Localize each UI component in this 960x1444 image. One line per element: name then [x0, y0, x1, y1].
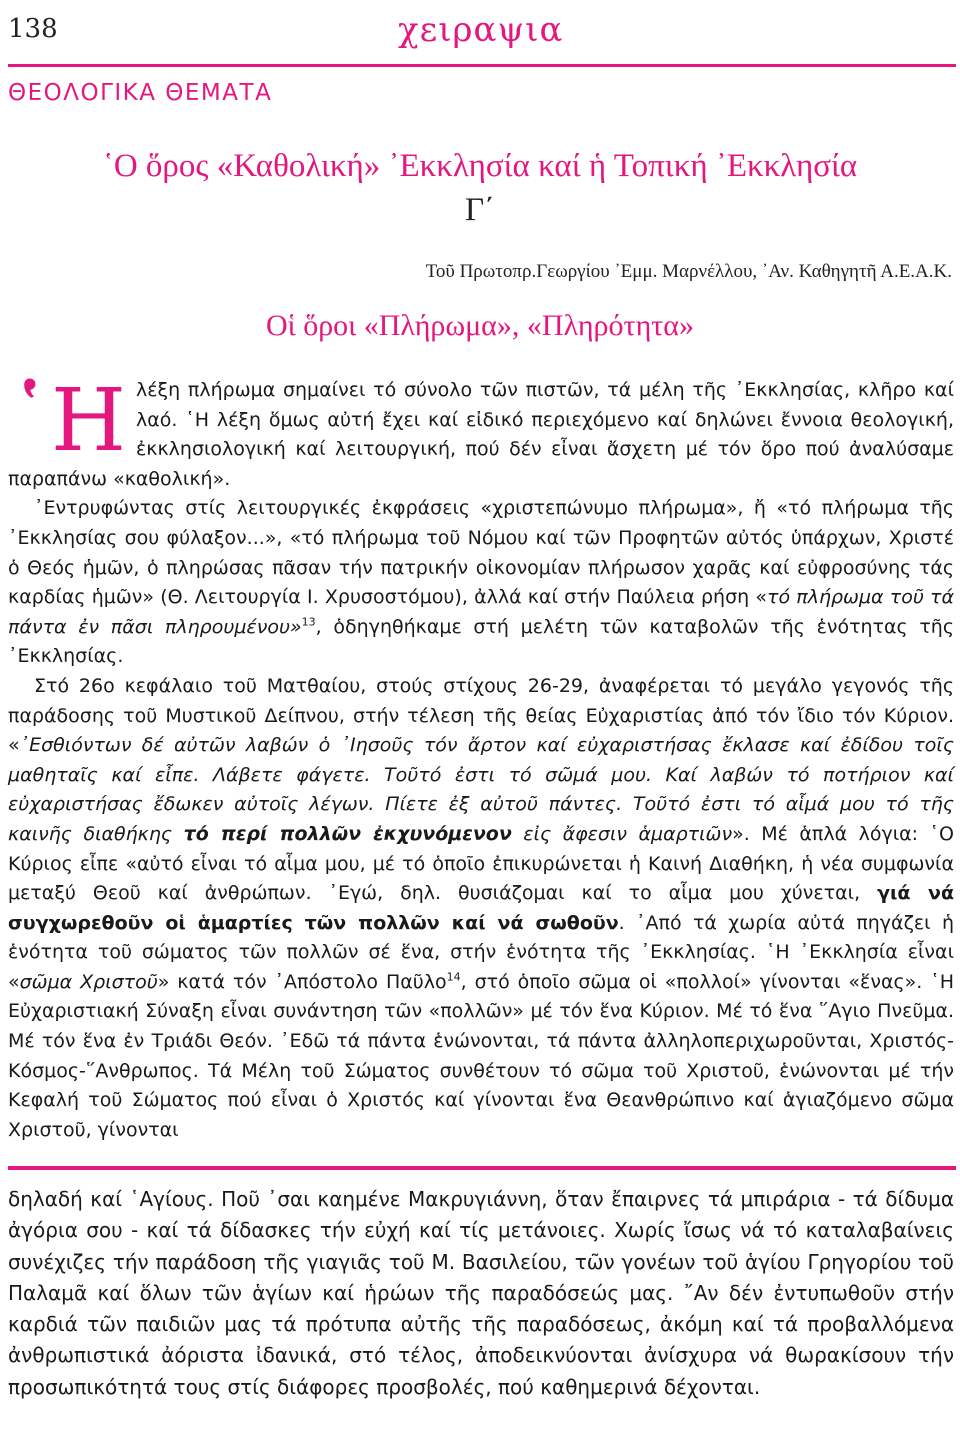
gospel-quote-end: εἰς ἄφεσιν ἁμαρτιῶν — [511, 822, 733, 845]
article-body — [8, 371, 955, 1145]
body-of-christ-quote: σῶμα Χριστοῦ — [19, 970, 158, 993]
section-label: ΘΕΟΛΟΓΙΚΑ ΘΕΜΑΤΑ — [8, 80, 273, 106]
part-number: Γ΄ — [464, 192, 496, 228]
paragraph-3-paul: » κατά τόν ᾿Απόστολο Παῦλο — [157, 970, 447, 993]
gospel-quote-emphasis: τό περί πολλῶν ἐκχυνόμενον — [183, 822, 512, 845]
header-rule — [8, 64, 956, 67]
paragraph-1 — [8, 371, 954, 494]
continued-paragraph: δηλαδή καί ῾Αγίους. Ποῦ ᾽σαι καημένε Μακρυγιάννη, ὅταν ἔπαιρνες τά μπιράρια - τά δίδυμα ἀγόρια σου - καί τά δίδασκες τήν εὐχή καί τίς μετάνοιες. Χωρίς ἴσως νά τό καταλαβαίνεις συνέχιζες τήν παράδοση τῆς γιαγιᾶς τοῦ Μ. Βασιλείου, τῶν γονέων τοῦ ἁγίου Γρηγορίου τοῦ Παλαμᾶ καί ὅλων τῶν ἁγίων καί ἡρώων τῆς παραδόσεώς μας. ῎Αν δέν ἐντυπωθοῦν στήν καρδιά τῶν παιδιῶν μας τά πρότυπα αὐτῆς τῆς παραδόσεως, ἀκόμη καί τά προβαλλόμενα ἀνθρωπιστικά ἀόριστα ἰδανικά, στό τέλος, ἀποδεικνύονται ἀνίσχυρα νά θωρακίσουν τήν προσωπικότητά τους στίς διάφορες προσβολές, πού καθημερινά δέχονται. — [8, 1187, 954, 1399]
footnote-ref: 13 — [301, 615, 316, 629]
magazine-title: χειραψια — [398, 10, 564, 50]
paragraph-2 — [8, 494, 954, 672]
subtitle: Οἱ ὅροι «Πλήρωμα», «Πληρότητα» — [265, 309, 695, 342]
drop-cap: ῾Η — [8, 371, 126, 471]
page-number: 138 — [8, 14, 58, 44]
paragraph-3-text: Στό 26ο κεφάλαιο τοῦ Ματθαίου, στούς στίχους 26-29, ἀναφέρεται τό μεγάλο γεγονός τῆς παράδοσης τοῦ Μυστικοῦ Δείπνου, στήν τέλεση τῆς θείας Εὐχαριστίας ἀπό τόν ἴδιο τόν Κύριον. « — [8, 674, 954, 757]
continued-text — [8, 1184, 954, 1403]
paragraph-2-end: , ὁδηγηθήκαμε στή μελέτη τῶν καταβολῶν τῆς ἑνότητας τῆς ᾿Εκκλησίας. — [8, 615, 955, 668]
footnote-ref: 14 — [446, 970, 461, 984]
paragraph-3-unity: . ᾿Από τά χωρία αὐτά πηγάζει ἡ ἑνότητα τοῦ σώματος τῶν πολλῶν σέ ἕνα, στήν ἑνότητα τῆς ᾿Εκκλησίας. ῾Η ᾿Εκκλησία εἶναι « — [8, 911, 954, 993]
paragraph-3-end: , στό ὁποῖο σῶμα οἱ «πολλοί» γίνονται «ἕνας». ῾Η Εὐχαριστιακή Σύναξη εἶναι συνάντηση τῶν «πολλῶν» μέ τόν ἕνα Κύριον. Μέ τό ἕνα ῞Αγιο Πνεῦμα. Μέ τόν ἕνα ἐν Τριάδι Θεόν. ᾿Εδῶ τά πάντα ἑνώνονται, τά πάντα ἀλληλοπεριχωροῦνται, Χριστός-Κόσμος-῞Ανθρωπος. Τά Μέλη τοῦ Σώματος συνθέτουν τό σῶμα τοῦ Χριστοῦ, ἑνώνονται μέ τήν Κεφαλή τοῦ Σώματος πού εἶναι ὁ Χριστός καί γίνονται ἕνα Θεανθρώπινο καί ἁγιαζόμενο σῶμα Χριστοῦ, γίνονται — [8, 970, 955, 1141]
explanation-emphasis: γιά νά συγχωρεθοῦν οἱ ἁμαρτίες τῶν πολλῶν καί νά σωθοῦν — [8, 882, 954, 934]
byline: Τοῦ Πρωτοπρ.Γεωργίου ᾿Εμμ. Μαρνέλλου, ᾿Αν. Καθηγητῆ Α.Ε.Α.Κ. — [425, 261, 952, 282]
pauline-quote: τό πλήρωμα τοῦ τά πάντα ἐν πᾶσι πληρουμένου» — [8, 586, 955, 638]
article-title: ῾Ο ὅρος «Καθολική» ᾿Εκκλησία καί ἡ Τοπική ᾿Εκκλησία — [102, 148, 858, 184]
paragraph-3-explanation: ». Μέ ἁπλά λόγια: ῾Ο Κύριος εἶπε «αὐτό εἶναι τό αἷμα μου, μέ τό ὁποῖο ἐπικυρώνεται ἡ Καινή Διαθήκη, ἡ νέα συμφωνία μεταξύ Θεοῦ καί ἀνθρώπων. ᾿Εγώ, δηλ. θυσιάζομαι καί το αἷμα μου χύνεται, — [8, 822, 954, 905]
gospel-quote: ᾿Εσθιόντων δέ αὐτῶν λαβών ὁ ᾿Ιησοῦς τόν ἄρτον καί εὐχαριστήσας ἔκλασε καί ἐδίδου τοῖς μαθηταῖς καί εἶπε. Λάβετε φάγετε. Τοῦτό ἐστι τό σῶμά μου. Καί λαβών τό ποτήριον καί εὐχαριστήσας ἔδωκεν αὐτοῖς λέγων. Πίετε ἐξ αὐτοῦ πάντες. Τοῦτό ἐστι τό αἷμά μου τό τῆς καινῆς διαθήκης — [8, 734, 954, 845]
column-divider-rule — [8, 1166, 956, 1170]
paragraph-1-text: λέξη πλήρωμα σημαίνει τό σύνολο τῶν πιστῶν, τά μέλη τῆς ᾿Εκκλησίας, κλῆρο καί λαό. ῾Η λέξη ὅμως αὐτή ἔχει καί εἰδικό περιεχόμενο καί δηλώνει ἔννοια θεολογική, ἐκκλησιολογική καί λειτουργική, πού δέν εἶναι ἄσχετη μέ τόν ὅρο πού ἀναλύσαμε παραπάνω «καθολική». — [8, 379, 954, 490]
paragraph-3 — [8, 672, 954, 1146]
paragraph-2-text: ᾿Εντρυφώντας στίς λειτουργικές ἐκφράσεις «χριστεπώνυμο πλήρωμα», ἤ «τό πλήρωμα τῆς ᾿Εκκλησίας σου φύλαξον...», «τό πλήρωμα τοῦ Νόμου καί τῶν Προφητῶν αὐτός ὑπάρχων, Χριστέ ὁ Θεός ἡμῶν, ὁ πληρώσας πᾶσαν τήν πατρικήν οἰκονομίαν πλήρωσον χαρᾶς καί εὐφροσύνης τάς καρδίας ἡμῶν» (Θ. Λειτουργία Ι. Χρυσοστόμου), ἀλλά καί στήν Παύλεια ρήση « — [8, 497, 954, 609]
